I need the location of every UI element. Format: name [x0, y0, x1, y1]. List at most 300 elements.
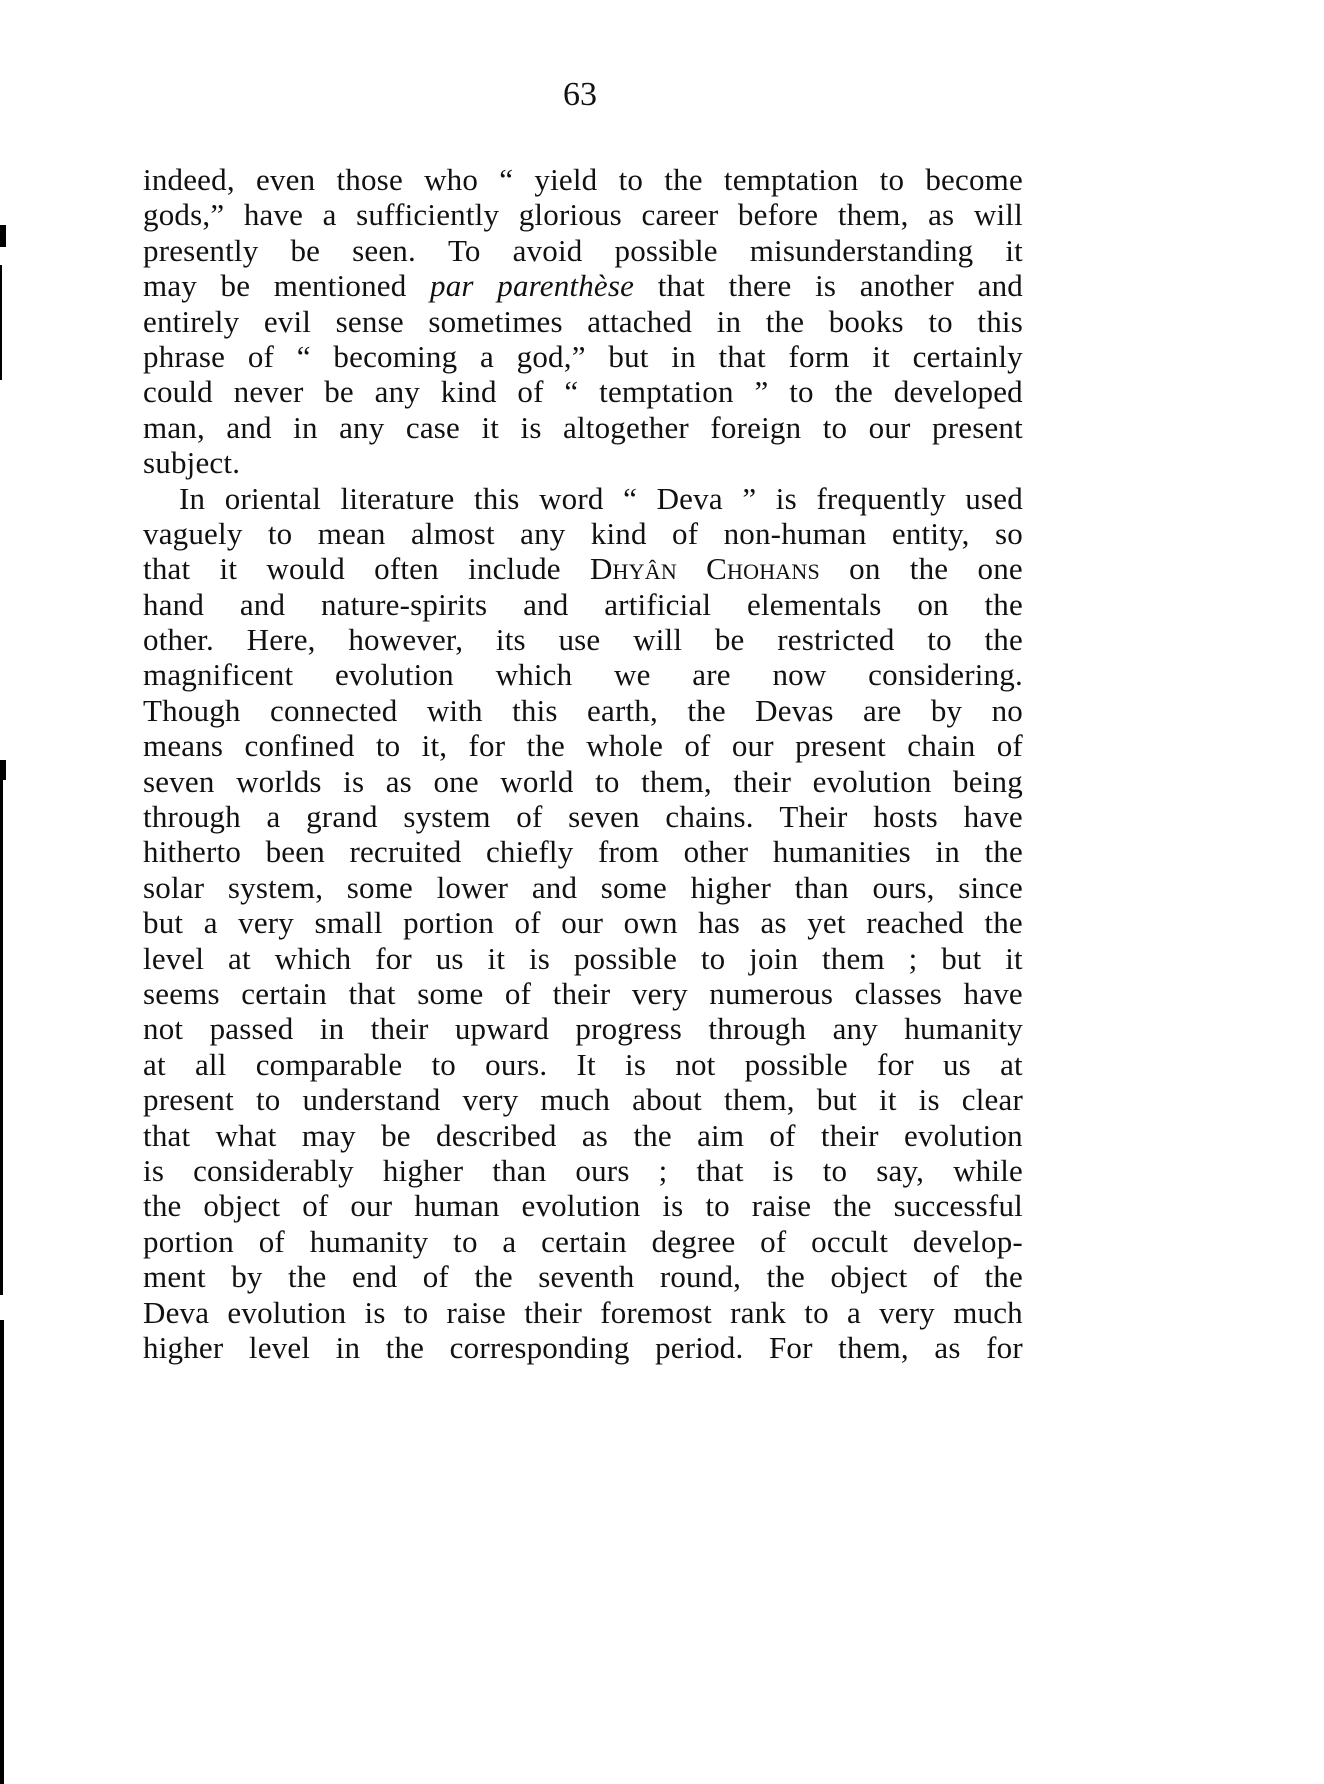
word: upward [454, 1011, 550, 1047]
word: recruited [349, 834, 462, 870]
word: of [760, 1223, 787, 1259]
word: parenthèse [497, 268, 635, 304]
word: to [804, 1294, 829, 1330]
word: avoid [512, 232, 583, 268]
word: them, [641, 763, 712, 799]
word: its [495, 622, 526, 658]
word: is [343, 763, 365, 799]
word: possible [573, 940, 678, 976]
word: to [927, 622, 952, 658]
word: some [600, 869, 668, 905]
word: is [772, 1152, 794, 1188]
word: for [877, 1046, 914, 1082]
word: one [977, 551, 1023, 587]
word: that [348, 975, 396, 1011]
word: be [290, 232, 321, 268]
word: attached [587, 303, 693, 339]
text-line [143, 304, 1023, 339]
word: as [385, 763, 412, 799]
word: that [657, 268, 705, 304]
word: yet [807, 905, 846, 941]
word: be [220, 268, 251, 304]
word: ours [575, 1152, 630, 1188]
word: world [500, 763, 574, 799]
word: this [512, 692, 558, 728]
word: to [595, 763, 620, 799]
word: restricted [777, 622, 895, 658]
word: while [953, 1152, 1023, 1188]
word: will [633, 622, 683, 658]
body-text [143, 162, 1023, 1365]
word: yield [534, 162, 598, 197]
word: described [436, 1117, 557, 1153]
word: is [775, 480, 797, 516]
word: our [731, 728, 774, 764]
word: to [879, 162, 905, 197]
word: in [935, 834, 960, 870]
word: any [374, 374, 420, 410]
word: their [733, 763, 792, 799]
word: of [302, 1188, 329, 1224]
word: portion [403, 905, 495, 941]
word: it [879, 1082, 897, 1118]
word: some [417, 975, 484, 1011]
text-line [143, 622, 1023, 657]
word: develop- [912, 1223, 1023, 1259]
word: Though [143, 692, 241, 728]
text-line [143, 481, 1023, 516]
word: we [614, 657, 651, 693]
word: ; [658, 1152, 668, 1188]
word: glorious [518, 197, 622, 233]
word: evolution [227, 1294, 347, 1330]
text-line [143, 587, 1023, 622]
word: grand [306, 799, 378, 835]
word: even [255, 162, 316, 197]
word: Deva [143, 1294, 210, 1330]
word: no [991, 692, 1023, 728]
word: humanity [309, 1223, 429, 1259]
word: of [769, 1117, 796, 1153]
word: that [718, 338, 766, 374]
word: the [687, 692, 726, 728]
word: For [768, 1329, 813, 1365]
word: but [608, 338, 649, 374]
word: of [517, 374, 544, 410]
word: by [930, 692, 963, 728]
word: foreign [710, 409, 802, 445]
word: mean [317, 515, 386, 551]
word: raise [751, 1188, 812, 1224]
word: as [934, 1329, 961, 1365]
word: indeed, [143, 162, 235, 197]
word: all [194, 1046, 227, 1082]
word: to [618, 162, 644, 197]
word: chain [907, 728, 976, 764]
word: a [502, 1223, 517, 1259]
text-line [143, 162, 1023, 197]
word: It [576, 1046, 596, 1082]
word: this [977, 303, 1023, 339]
word: for [986, 1329, 1023, 1365]
word: is [528, 940, 551, 976]
word: evolution [903, 1117, 1023, 1153]
word: have [243, 197, 304, 233]
word: seen. [352, 232, 416, 268]
word: our [561, 905, 604, 941]
text-line [143, 268, 1023, 303]
word: of [422, 1259, 449, 1295]
text-line [143, 870, 1023, 905]
word: In [179, 480, 206, 516]
text-line [143, 1295, 1023, 1330]
word: to [255, 1082, 281, 1118]
word: chains. [665, 799, 754, 835]
word: elementals [746, 586, 882, 622]
word: ours, [872, 869, 935, 905]
text-line [143, 516, 1023, 551]
word: and [226, 409, 272, 445]
word: higher [143, 1329, 224, 1365]
word: before [737, 197, 819, 233]
word: to [822, 409, 848, 445]
word: than [794, 869, 849, 905]
word: career [641, 197, 719, 233]
word: vaguely [143, 515, 243, 551]
word: it [872, 338, 890, 374]
word: small [314, 905, 383, 941]
word: may [301, 1117, 356, 1153]
word: sometimes [428, 303, 563, 339]
word: solar [143, 869, 205, 905]
scan-edge-mark [0, 265, 2, 380]
word: may [143, 268, 197, 304]
word: sufficiently [356, 197, 500, 233]
word: “ [296, 338, 311, 374]
word: to [928, 303, 953, 339]
word: degree [651, 1223, 736, 1259]
word: is [662, 1188, 684, 1224]
word: the [909, 551, 949, 587]
word: another [859, 268, 955, 304]
word: of [684, 728, 711, 764]
text-line [143, 233, 1023, 268]
text-line [143, 976, 1023, 1011]
word: higher [382, 1152, 464, 1188]
word: literature [340, 480, 455, 516]
text-line [143, 1330, 1023, 1365]
word: this [473, 480, 520, 516]
word: god,” [516, 338, 586, 374]
word: it [1005, 232, 1023, 268]
word: as [928, 197, 955, 233]
word: very [462, 1082, 519, 1118]
word: in [319, 1011, 345, 1047]
word: much [540, 1082, 611, 1118]
word: any [832, 1011, 878, 1047]
word: numerous [709, 975, 834, 1011]
word: Dhyân [589, 551, 677, 587]
word: the [834, 374, 873, 410]
word: of [516, 799, 543, 835]
word: of [258, 1223, 285, 1259]
word: Here, [246, 622, 316, 658]
word: round, [659, 1259, 742, 1295]
word: include [468, 551, 561, 587]
word: artificial [604, 586, 712, 622]
word: at [1000, 1046, 1023, 1082]
text-line [143, 728, 1023, 763]
word: but [816, 1082, 857, 1118]
word: becoming [333, 338, 458, 374]
word: in [335, 1329, 361, 1365]
word: be [381, 1117, 411, 1153]
word: would [266, 551, 345, 587]
word: is [625, 1046, 647, 1082]
word: in [671, 338, 696, 374]
word: the [984, 586, 1023, 622]
word: certain [541, 1223, 627, 1259]
word: the [766, 1259, 806, 1295]
word: successful [893, 1188, 1023, 1224]
text-line [143, 1082, 1023, 1117]
word: rank [730, 1294, 787, 1330]
word: in [716, 303, 742, 339]
word: higher [690, 869, 772, 905]
word: humanity [904, 1011, 1023, 1047]
scan-edge-mark [0, 1320, 4, 1784]
word: ” [742, 480, 757, 516]
word: it [1005, 940, 1023, 976]
word: object [830, 1259, 908, 1295]
word: the [526, 728, 565, 764]
word: word [539, 480, 604, 516]
word: hosts [873, 799, 938, 835]
word: possible [614, 232, 718, 268]
word: are [863, 692, 902, 728]
word: the [984, 622, 1023, 658]
word: a [479, 338, 494, 374]
word: possible [744, 1046, 848, 1082]
word: and [977, 268, 1023, 304]
word: very [238, 905, 295, 941]
word: “ [623, 480, 638, 516]
word: their [552, 975, 611, 1011]
word: use [558, 622, 601, 658]
text-line [143, 410, 1023, 445]
word: human [414, 1188, 500, 1224]
word: the [288, 1259, 327, 1295]
word: to [375, 728, 401, 764]
text-line [143, 339, 1023, 374]
word: own [623, 905, 678, 941]
word: present [932, 409, 1023, 445]
word: non-human [723, 515, 867, 551]
word: of [932, 1259, 960, 1295]
word: system [403, 799, 491, 835]
word: at [228, 940, 251, 976]
word: are [692, 657, 731, 693]
word: been [265, 834, 325, 870]
word: and [523, 586, 569, 622]
text-line [143, 1153, 1023, 1188]
word: could [143, 374, 213, 410]
text-line [143, 197, 1023, 232]
word: magnificent [143, 657, 294, 693]
word: other [683, 834, 749, 870]
word: considerably [193, 1152, 354, 1188]
word: the [984, 834, 1023, 870]
text-line [143, 905, 1023, 940]
text-line [143, 1118, 1023, 1153]
word: comparable [255, 1046, 403, 1082]
word: temptation [723, 162, 859, 197]
word: hand [143, 586, 205, 622]
word: Deva [656, 480, 723, 516]
word: of [514, 905, 541, 941]
word: there [728, 268, 792, 304]
word: of [672, 515, 699, 551]
word: be [324, 374, 354, 410]
word: considering. [868, 657, 1023, 693]
word: aim [697, 1117, 745, 1153]
text-line [143, 374, 1023, 409]
word: nature-spirits [320, 586, 488, 622]
text-line [143, 799, 1023, 834]
word: entirely [143, 303, 240, 339]
word: about [632, 1082, 702, 1118]
word: evolution [521, 1188, 641, 1224]
word: par [430, 268, 474, 304]
word: the [765, 303, 805, 339]
word: never [233, 374, 304, 410]
word: is [815, 268, 837, 304]
word: frequently [816, 480, 946, 516]
word: is [918, 1082, 940, 1118]
word: portion [143, 1223, 234, 1259]
word: which [495, 657, 573, 693]
word: as [581, 1117, 609, 1153]
word: very [631, 975, 688, 1011]
word: any [339, 409, 385, 445]
word: to [267, 515, 293, 551]
word: the [633, 1117, 672, 1153]
text-line [143, 1224, 1023, 1259]
word: kind [440, 374, 497, 410]
word: join [749, 940, 799, 976]
word: our [350, 1188, 393, 1224]
word: almost [410, 515, 495, 551]
word: object [203, 1188, 281, 1224]
word: those [336, 162, 403, 197]
word: whole [586, 728, 664, 764]
word: evolution [812, 763, 932, 799]
word: that [143, 1117, 191, 1153]
word: ” [754, 374, 769, 410]
word: to [453, 1223, 478, 1259]
word: level [248, 1329, 311, 1365]
word: however, [348, 622, 464, 658]
text-line [143, 657, 1023, 692]
word: at [143, 1046, 166, 1082]
word: phrase [143, 338, 226, 374]
word: ours. [485, 1046, 548, 1082]
word: their [370, 1011, 429, 1047]
word: humanities [772, 834, 911, 870]
word: ment [143, 1259, 206, 1295]
scan-edge-mark [0, 760, 6, 780]
word: through [143, 799, 241, 835]
word: than [492, 1152, 547, 1188]
text-line [143, 941, 1023, 976]
word: very [879, 1294, 935, 1330]
word: not [675, 1046, 716, 1082]
word: chiefly [485, 834, 574, 870]
word: evil [263, 303, 312, 339]
word: gods,” [143, 197, 225, 233]
word: mentioned [273, 268, 407, 304]
page-number: 63 [563, 76, 597, 113]
word: classes [854, 975, 943, 1011]
word: to [431, 1046, 456, 1082]
text-line [143, 693, 1023, 728]
word: sense [335, 303, 404, 339]
word: end [351, 1259, 398, 1295]
word: what [215, 1117, 277, 1153]
word: and [239, 586, 286, 622]
word: connected [270, 692, 398, 728]
word: a [203, 905, 218, 941]
word: hitherto [143, 834, 242, 870]
word: To [447, 232, 481, 268]
word: confined [244, 728, 355, 764]
word: is [143, 1152, 165, 1188]
word: be [714, 622, 745, 658]
word: seven [143, 763, 215, 799]
word: clear [961, 1082, 1023, 1118]
word: form [788, 338, 850, 374]
word: developed [893, 374, 1023, 410]
word: man, [143, 409, 205, 445]
word: the [143, 1188, 182, 1224]
word: so [994, 515, 1023, 551]
word: to [403, 1294, 429, 1330]
word: us [942, 1046, 971, 1082]
word: it [219, 551, 238, 587]
word: case [405, 409, 461, 445]
word: for [375, 940, 412, 976]
word: as [760, 905, 787, 941]
word: a [322, 197, 337, 233]
word: but [941, 940, 982, 976]
word: reached [866, 905, 964, 941]
word: on [917, 586, 949, 622]
word: a [266, 799, 281, 835]
word: present [143, 1082, 234, 1118]
word: have [963, 975, 1023, 1011]
word: of [247, 338, 275, 374]
word: on [849, 551, 881, 587]
word: for [468, 728, 506, 764]
word: altogether [563, 409, 689, 445]
word: period. [655, 1329, 744, 1365]
word: often [374, 551, 439, 587]
word: progress [575, 1011, 683, 1047]
text-line [143, 764, 1023, 799]
word: other. [143, 622, 214, 658]
word: understand [302, 1082, 441, 1118]
word: it [487, 940, 506, 976]
